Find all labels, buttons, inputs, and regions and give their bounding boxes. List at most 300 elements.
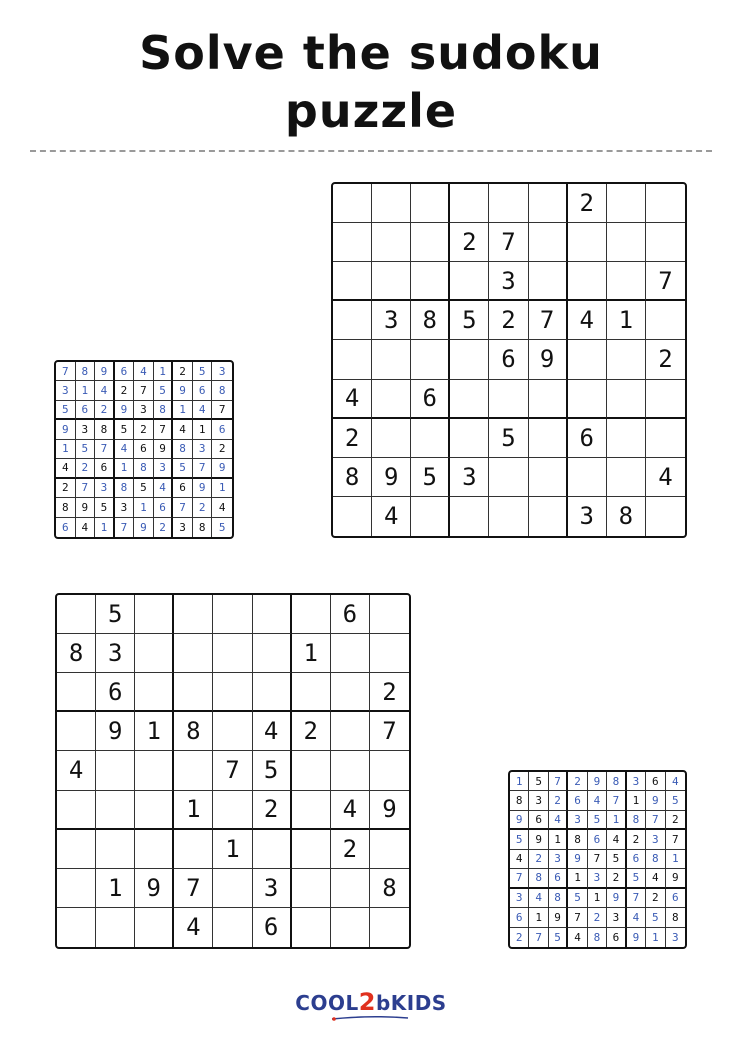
sudoku-cell: 8 [134, 459, 154, 478]
sudoku-cell [213, 595, 252, 634]
sudoku-cell: 8 [568, 830, 587, 849]
sudoku-cell: 2 [193, 498, 213, 517]
sudoku-cell: 8 [607, 772, 626, 791]
sudoku-cell [57, 673, 96, 712]
sudoku-cell [646, 301, 685, 340]
sudoku-cell: 6 [568, 791, 587, 810]
sudoku-cell: 2 [115, 381, 135, 400]
sudoku-cell: 1 [213, 830, 252, 869]
sudoku-cell: 3 [96, 634, 135, 673]
sudoku-cell [370, 830, 409, 869]
sudoku-cell: 4 [57, 751, 96, 790]
sudoku-cell: 5 [193, 362, 213, 381]
sudoku-cell: 1 [529, 908, 548, 927]
sudoku-cell: 1 [510, 772, 529, 791]
sudoku-cell: 4 [331, 791, 370, 830]
sudoku-cell: 2 [173, 362, 193, 381]
sudoku-cell: 3 [372, 301, 411, 340]
logo-text-part1: COOL [295, 991, 359, 1015]
sudoku-cell [489, 458, 528, 497]
sudoku-cell: 4 [174, 908, 213, 947]
sudoku-cell [607, 184, 646, 223]
page-title-line1: Solve the sudoku [139, 26, 603, 80]
sudoku-cell [568, 380, 607, 419]
sudoku-cell: 6 [76, 401, 96, 420]
sudoku-cell: 4 [607, 830, 626, 849]
sudoku-cell: 7 [510, 869, 529, 888]
sudoku-cell: 2 [292, 712, 331, 751]
sudoku-cell [450, 497, 489, 536]
sudoku-cell: 6 [96, 673, 135, 712]
sudoku-cell [331, 634, 370, 673]
sudoku-cell [292, 751, 331, 790]
sudoku-cell: 2 [568, 184, 607, 223]
sudoku-cell: 4 [193, 401, 213, 420]
sudoku-cell [607, 223, 646, 262]
sudoku-cell: 9 [510, 811, 529, 830]
logo-text-part2: 2 [358, 988, 376, 1016]
sudoku-cell: 4 [646, 458, 685, 497]
sudoku-cell: 5 [96, 595, 135, 634]
sudoku-cell: 2 [331, 830, 370, 869]
sudoku-cell [372, 340, 411, 379]
sudoku-cell: 5 [627, 869, 646, 888]
sudoku-cell [646, 419, 685, 458]
sudoku-cell [450, 380, 489, 419]
sudoku-cell: 4 [529, 889, 548, 908]
sudoku-cell: 3 [95, 479, 115, 498]
sudoku-cell: 9 [193, 479, 213, 498]
sudoku-cell: 7 [568, 908, 587, 927]
sudoku-cell: 2 [154, 518, 174, 537]
sudoku-cell: 1 [568, 869, 587, 888]
dashed-divider [30, 150, 712, 152]
sudoku-cell: 6 [666, 889, 685, 908]
sudoku-cell [529, 223, 568, 262]
sudoku-cell [333, 340, 372, 379]
sudoku-cell [411, 184, 450, 223]
sudoku-cell: 3 [489, 262, 528, 301]
sudoku-cell [370, 751, 409, 790]
cool2bkids-logo[interactable] [0, 988, 742, 1016]
sudoku-cell [411, 419, 450, 458]
sudoku-cell [253, 595, 292, 634]
sudoku-cell: 7 [56, 362, 76, 381]
sudoku-cell: 3 [450, 458, 489, 497]
sudoku-cell: 5 [666, 791, 685, 810]
sudoku-cell: 8 [174, 712, 213, 751]
sudoku-cell: 2 [646, 889, 665, 908]
sudoku-cell: 4 [510, 850, 529, 869]
sudoku-cell [333, 301, 372, 340]
sudoku-cell [253, 830, 292, 869]
sudoku-cell [135, 908, 174, 947]
sudoku-cell [331, 712, 370, 751]
sudoku-cell: 1 [549, 830, 568, 849]
sudoku-cell [331, 673, 370, 712]
sudoku-cell: 7 [588, 850, 607, 869]
sudoku-cell: 1 [154, 362, 174, 381]
sudoku-cell: 5 [218, 520, 226, 534]
sudoku-cell: 1 [134, 498, 154, 517]
sudoku-cell: 9 [134, 518, 154, 537]
sudoku-cell: 9 [135, 869, 174, 908]
sudoku-cell [96, 751, 135, 790]
sudoku-cell: 4 [646, 869, 665, 888]
sudoku-cell [213, 712, 252, 751]
sudoku-cell: 2 [489, 301, 528, 340]
sudoku-cell [529, 262, 568, 301]
sudoku-cell [174, 634, 213, 673]
sudoku-cell [253, 634, 292, 673]
sudoku-cell: 2 [666, 811, 685, 830]
sudoku-cell: 5 [154, 381, 174, 400]
sudoku-cell: 9 [627, 928, 646, 947]
logo-swoosh-icon [330, 1014, 410, 1022]
sudoku-cell: 5 [607, 850, 626, 869]
sudoku-cell: 2 [549, 791, 568, 810]
sudoku-cell: 2 [333, 419, 372, 458]
sudoku-cell [292, 673, 331, 712]
sudoku-cell [568, 223, 607, 262]
sudoku-cell: 6 [253, 908, 292, 947]
sudoku-cell: 9 [115, 401, 135, 420]
page-title-line2: puzzle [284, 84, 458, 138]
sudoku-cell: 5 [588, 811, 607, 830]
sudoku-cell [135, 751, 174, 790]
sudoku-puzzle-bottom-left [55, 593, 411, 949]
sudoku-cell: 1 [56, 440, 76, 459]
sudoku-cell: 3 [549, 850, 568, 869]
sudoku-cell: 6 [568, 419, 607, 458]
sudoku-cell [213, 791, 252, 830]
sudoku-cell: 6 [115, 362, 135, 381]
sudoku-cell: 3 [646, 830, 665, 849]
sudoku-cell: 8 [95, 420, 115, 439]
sudoku-cell [370, 634, 409, 673]
sudoku-cell: 5 [76, 440, 96, 459]
sudoku-cell: 1 [627, 791, 646, 810]
sudoku-cell [450, 419, 489, 458]
sudoku-cell: 8 [646, 850, 665, 869]
sudoku-cell [174, 830, 213, 869]
sudoku-cell: 3 [510, 889, 529, 908]
sudoku-cell: 5 [134, 479, 154, 498]
sudoku-cell [529, 380, 568, 419]
sudoku-cell: 8 [193, 518, 213, 537]
sudoku-cell [331, 869, 370, 908]
sudoku-cell: 6 [193, 381, 213, 400]
sudoku-cell: 5 [56, 401, 76, 420]
sudoku-cell [96, 791, 135, 830]
sudoku-cell: 4 [115, 440, 135, 459]
sudoku-cell: 8 [212, 381, 232, 400]
sudoku-cell: 2 [568, 772, 587, 791]
sudoku-cell [607, 340, 646, 379]
sudoku-cell [372, 380, 411, 419]
sudoku-cell: 8 [333, 458, 372, 497]
sudoku-cell [57, 712, 96, 751]
sudoku-cell: 3 [134, 401, 154, 420]
sudoku-cell [489, 380, 528, 419]
sudoku-cell: 6 [331, 595, 370, 634]
sudoku-cell: 2 [212, 440, 232, 459]
sudoku-cell [174, 751, 213, 790]
sudoku-cell: 7 [627, 889, 646, 908]
sudoku-cell [450, 340, 489, 379]
sudoku-cell: 9 [588, 772, 607, 791]
sudoku-cell [96, 830, 135, 869]
sudoku-cell [370, 908, 409, 947]
sudoku-cell: 3 [193, 440, 213, 459]
sudoku-cell: 4 [627, 908, 646, 927]
sudoku-cell: 9 [372, 458, 411, 497]
sudoku-cell: 6 [646, 772, 665, 791]
sudoku-cell: 5 [450, 301, 489, 340]
sudoku-cell: 8 [56, 498, 76, 517]
sudoku-cell: 7 [529, 301, 568, 340]
sudoku-cell [372, 223, 411, 262]
sudoku-cell: 5 [253, 751, 292, 790]
sudoku-cell: 3 [115, 498, 135, 517]
sudoku-cell [253, 673, 292, 712]
sudoku-cell: 7 [489, 223, 528, 262]
sudoku-cell: 8 [510, 791, 529, 810]
sudoku-cell: 9 [666, 869, 685, 888]
sudoku-cell: 4 [56, 459, 76, 478]
sudoku-cell: 1 [173, 401, 193, 420]
sudoku-cell: 3 [568, 497, 607, 536]
sudoku-cell: 5 [489, 419, 528, 458]
sudoku-cell: 1 [95, 518, 115, 537]
sudoku-cell: 6 [154, 498, 174, 517]
sudoku-cell: 9 [56, 420, 76, 439]
sudoku-cell: 1 [607, 301, 646, 340]
sudoku-cell: 5 [529, 772, 548, 791]
sudoku-cell: 6 [212, 420, 232, 439]
sudoku-cell [213, 673, 252, 712]
sudoku-cell [333, 262, 372, 301]
sudoku-cell: 5 [411, 458, 450, 497]
sudoku-cell: 8 [115, 479, 135, 498]
sudoku-cell: 4 [76, 518, 96, 537]
sudoku-cell: 8 [607, 497, 646, 536]
sudoku-cell: 9 [76, 498, 96, 517]
sudoku-cell [292, 595, 331, 634]
sudoku-cell [411, 262, 450, 301]
sudoku-cell: 1 [292, 634, 331, 673]
sudoku-cell [607, 262, 646, 301]
sudoku-cell [411, 223, 450, 262]
sudoku-cell [213, 869, 252, 908]
sudoku-cell: 7 [193, 459, 213, 478]
sudoku-cell: 4 [333, 380, 372, 419]
sudoku-cell: 7 [173, 498, 193, 517]
sudoku-cell: 7 [646, 811, 665, 830]
sudoku-cell: 7 [115, 518, 135, 537]
sudoku-cell [135, 791, 174, 830]
sudoku-cell: 4 [549, 811, 568, 830]
sudoku-cell: 3 [588, 869, 607, 888]
sudoku-cell: 4 [253, 712, 292, 751]
sudoku-cell: 3 [154, 459, 174, 478]
sudoku-cell: 9 [529, 340, 568, 379]
sudoku-cell [57, 908, 96, 947]
sudoku-cell: 5 [549, 928, 568, 947]
sudoku-cell: 8 [627, 811, 646, 830]
sudoku-cell: 2 [76, 459, 96, 478]
sudoku-cell: 3 [76, 420, 96, 439]
sudoku-cell: 3 [529, 791, 548, 810]
sudoku-cell: 9 [154, 440, 174, 459]
sudoku-cell: 2 [56, 479, 76, 498]
sudoku-cell: 5 [510, 830, 529, 849]
sudoku-cell: 5 [646, 908, 665, 927]
sudoku-cell: 4 [95, 381, 115, 400]
sudoku-cell [411, 340, 450, 379]
sudoku-cell: 2 [450, 223, 489, 262]
sudoku-cell: 3 [627, 772, 646, 791]
sudoku-cell: 6 [56, 518, 76, 537]
sudoku-cell [568, 340, 607, 379]
sudoku-cell [607, 419, 646, 458]
sudoku-cell: 4 [154, 479, 174, 498]
sudoku-cell: 3 [253, 869, 292, 908]
sudoku-cell: 1 [96, 869, 135, 908]
sudoku-cell: 8 [529, 869, 548, 888]
sudoku-cell: 1 [193, 420, 213, 439]
sudoku-cell: 8 [549, 889, 568, 908]
sudoku-cell: 8 [370, 869, 409, 908]
sudoku-cell: 7 [607, 791, 626, 810]
sudoku-cell [135, 673, 174, 712]
sudoku-cell: 8 [411, 301, 450, 340]
sudoku-cell: 1 [174, 791, 213, 830]
sudoku-cell [372, 184, 411, 223]
sudoku-cell: 8 [588, 928, 607, 947]
sudoku-cell: 6 [411, 380, 450, 419]
sudoku-puzzle-top-right [331, 182, 687, 538]
sudoku-cell [331, 751, 370, 790]
sudoku-cell [135, 830, 174, 869]
sudoku-cell: 1 [666, 850, 685, 869]
sudoku-cell: 5 [173, 459, 193, 478]
sudoku-cell: 3 [568, 811, 587, 830]
sudoku-cell [333, 184, 372, 223]
sudoku-cell: 4 [134, 362, 154, 381]
sudoku-cell: 7 [529, 928, 548, 947]
sudoku-cell: 7 [174, 869, 213, 908]
sudoku-cell: 2 [607, 869, 626, 888]
sudoku-cell: 2 [253, 791, 292, 830]
sudoku-cell: 2 [370, 673, 409, 712]
sudoku-cell: 7 [134, 381, 154, 400]
sudoku-cell [57, 595, 96, 634]
sudoku-cell: 9 [607, 889, 626, 908]
sudoku-cell [333, 223, 372, 262]
sudoku-cell: 6 [510, 908, 529, 927]
sudoku-cell [372, 262, 411, 301]
sudoku-cell: 1 [646, 928, 665, 947]
sudoku-cell [213, 908, 252, 947]
sudoku-cell: 4 [372, 497, 411, 536]
sudoku-cell [213, 634, 252, 673]
sudoku-cell: 3 [173, 518, 193, 537]
sudoku-cell: 6 [627, 850, 646, 869]
sudoku-cell: 6 [607, 928, 626, 947]
sudoku-cell [646, 497, 685, 536]
sudoku-cell: 9 [370, 791, 409, 830]
sudoku-cell: 5 [568, 889, 587, 908]
sudoku-cell [529, 458, 568, 497]
sudoku-cell: 9 [96, 712, 135, 751]
sudoku-cell: 4 [568, 301, 607, 340]
sudoku-cell: 6 [588, 830, 607, 849]
sudoku-cell: 2 [95, 401, 115, 420]
sudoku-cell: 7 [549, 772, 568, 791]
sudoku-cell: 4 [666, 772, 685, 791]
sudoku-cell [57, 830, 96, 869]
sudoku-cell [174, 595, 213, 634]
sudoku-cell: 9 [646, 791, 665, 810]
sudoku-cell [372, 419, 411, 458]
sudoku-cell: 8 [173, 440, 193, 459]
sudoku-solution-left [54, 360, 234, 539]
sudoku-cell: 8 [154, 401, 174, 420]
sudoku-cell: 9 [95, 362, 115, 381]
sudoku-cell: 4 [173, 420, 193, 439]
sudoku-cell: 6 [173, 479, 193, 498]
sudoku-cell: 8 [57, 634, 96, 673]
sudoku-cell: 4 [212, 498, 232, 517]
sudoku-cell [411, 497, 450, 536]
sudoku-cell [292, 830, 331, 869]
sudoku-cell [529, 497, 568, 536]
sudoku-cell: 8 [666, 908, 685, 927]
sudoku-cell: 7 [646, 262, 685, 301]
sudoku-cell: 1 [607, 811, 626, 830]
sudoku-cell: 2 [646, 340, 685, 379]
sudoku-cell: 1 [588, 889, 607, 908]
sudoku-cell [568, 262, 607, 301]
sudoku-cell [57, 869, 96, 908]
sudoku-cell: 6 [489, 340, 528, 379]
sudoku-cell: 1 [135, 712, 174, 751]
sudoku-cell: 2 [529, 850, 548, 869]
logo-text-part3: bKIDS [375, 991, 447, 1015]
sudoku-cell [96, 908, 135, 947]
sudoku-cell: 6 [529, 811, 548, 830]
sudoku-cell: 5 [95, 498, 115, 517]
sudoku-cell [333, 497, 372, 536]
sudoku-cell: 9 [212, 459, 232, 478]
sudoku-cell [135, 634, 174, 673]
sudoku-cell [450, 262, 489, 301]
sudoku-cell: 9 [173, 381, 193, 400]
sudoku-cell: 3 [607, 908, 626, 927]
sudoku-cell: 5 [115, 420, 135, 439]
sudoku-cell [489, 184, 528, 223]
sudoku-cell: 4 [568, 928, 587, 947]
sudoku-cell: 9 [529, 830, 548, 849]
sudoku-cell: 7 [666, 830, 685, 849]
sudoku-cell: 9 [549, 908, 568, 927]
sudoku-cell: 8 [76, 362, 96, 381]
sudoku-cell [292, 869, 331, 908]
sudoku-cell [568, 458, 607, 497]
sudoku-cell [174, 673, 213, 712]
sudoku-cell: 7 [76, 479, 96, 498]
